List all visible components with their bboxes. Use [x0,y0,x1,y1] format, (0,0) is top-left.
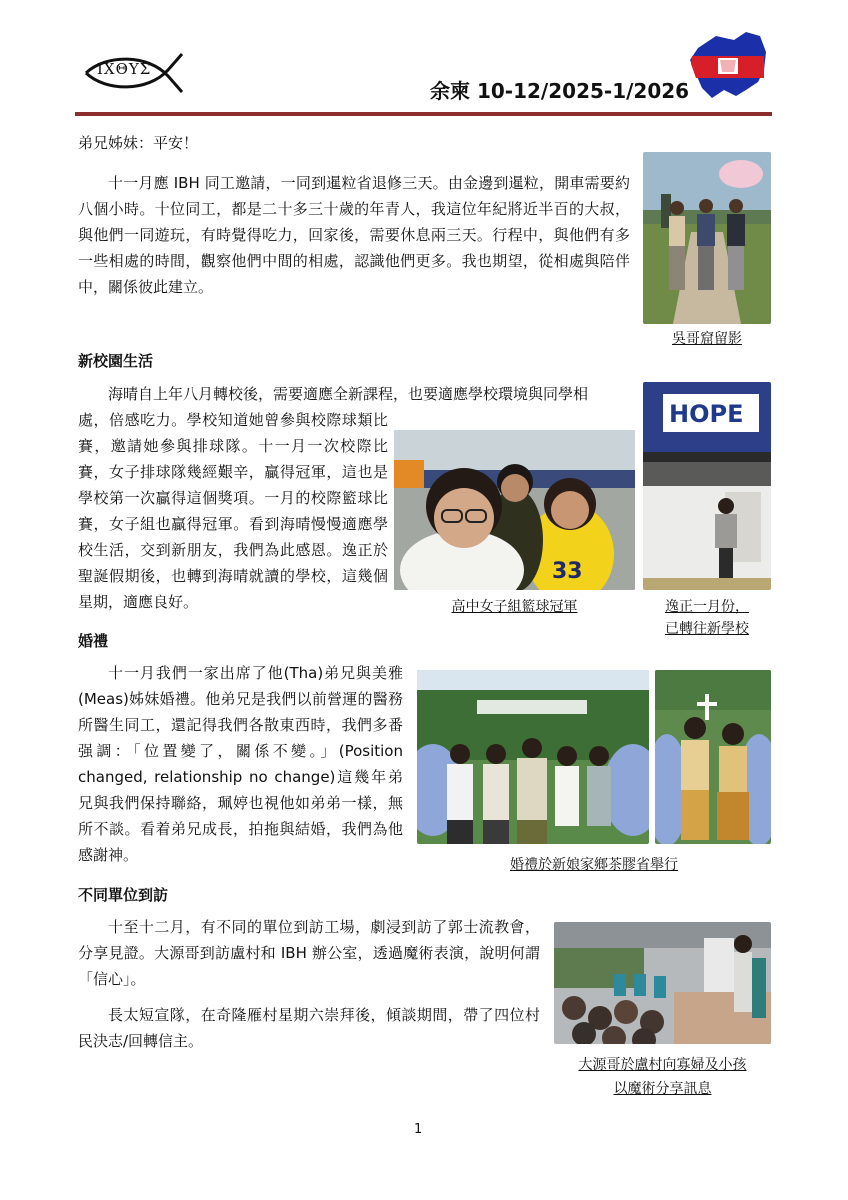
page-title: 余柬 10-12/2025-1/2026 [430,79,690,103]
cambodia-map-flag-icon [688,30,768,102]
wedding-heading: 婚禮 [78,632,109,650]
header-divider [75,112,772,116]
wedding-paragraph: 十一月我們一家出席了他(Tha)弟兄與美雅(Meas)姊妹婚禮。他弟兄是我們以前營運的醫務所醫生同工，還記得我們各散東西時，我們多番强調：「位置變了，關係不變。」(Position changed, relationship no change)這幾年弟兄與我們保持聯絡，珮婷也視他如弟弟一樣，無所不談。看着弟兄成長，拍拖與結婚，我們為他感謝神。 [78,664,403,864]
wedding-group-photo [417,670,649,844]
magic-photo-caption-line2: 以魔術分享訊息 [613,1081,712,1097]
basketball-photo-caption: 高中女子組籃球冠軍 [451,599,578,615]
wedding-couple-photo [655,670,771,844]
svg-text:33: 33 [552,559,583,584]
new-school-caption-line1: 逸正一月份， [665,599,749,615]
new-school-photo [643,382,771,590]
intro-paragraph: 十一月應 IBH 同工邀請，一同到暹粒省退修三天。由金邊到暹粒，開車需要約八個小時。十位同工，都是二十多三十歲的年青人，我這位年紀將近半百的大叔，與他們一同遊玩，有時覺得吃力，回家後，需要休息兩三天。行程中，與他們有多一些相處的時間，觀察他們中間的相處，認識他們更多。我也期望，從相處與陪伴中，關係彼此建立。 [78,174,630,296]
visits-paragraph-2: 長太短宣隊，在奇隆雁村星期六崇拜後，傾談期間，帶了四位村民決志/回轉信主。 [78,1006,540,1050]
school-heading: 新校園生活 [78,352,154,370]
new-school-caption-line2: 已轉往新學校 [665,621,749,637]
greeting: 弟兄姊妹：平安！ [78,134,199,152]
visits-paragraph-1: 十至十二月，有不同的單位到訪工場，劇浸到訪了郭士流教會，分享見證。大源哥到訪盧村和 IBH 辦公室，透過魔術表演，說明何謂「信心」。 [78,918,540,988]
magic-photo-caption-line1: 大源哥於盧村向寡婦及小孩 [578,1057,747,1073]
angkor-photo-caption: 吳哥窟留影 [672,331,742,347]
basketball-champion-photo [394,430,635,590]
visits-heading: 不同單位到訪 [78,886,169,904]
school-paragraph-line1: 海晴自上年八月轉校後，需要適應全新課程，也要適應學校環境與同學相 [108,385,589,403]
page-number: 1 [414,1122,423,1137]
magic-sharing-photo [554,922,771,1044]
school-sign-text: HOPE [669,400,744,428]
school-paragraph: 處，倍感吃力。學校知道她曾參與校際球類比賽，邀請她參與排球隊。十一月一次校際比賽，女子排球隊幾經艱辛，贏得冠軍，這也是學校第一次贏得這個獎項。一月的校際籃球比賽，女子組也贏得冠軍。看到海晴慢慢適應學校生活，交到新朋友，我們為此感恩。逸正於聖誕假期後，也轉到海晴就讀的學校，這幾個星期，適應良好。 [78,411,388,611]
logo-text: IXΘYΣ [97,60,152,78]
angkor-group-photo [643,152,771,324]
wedding-photo-caption: 婚禮於新娘家鄉茶膠省舉行 [510,857,678,873]
